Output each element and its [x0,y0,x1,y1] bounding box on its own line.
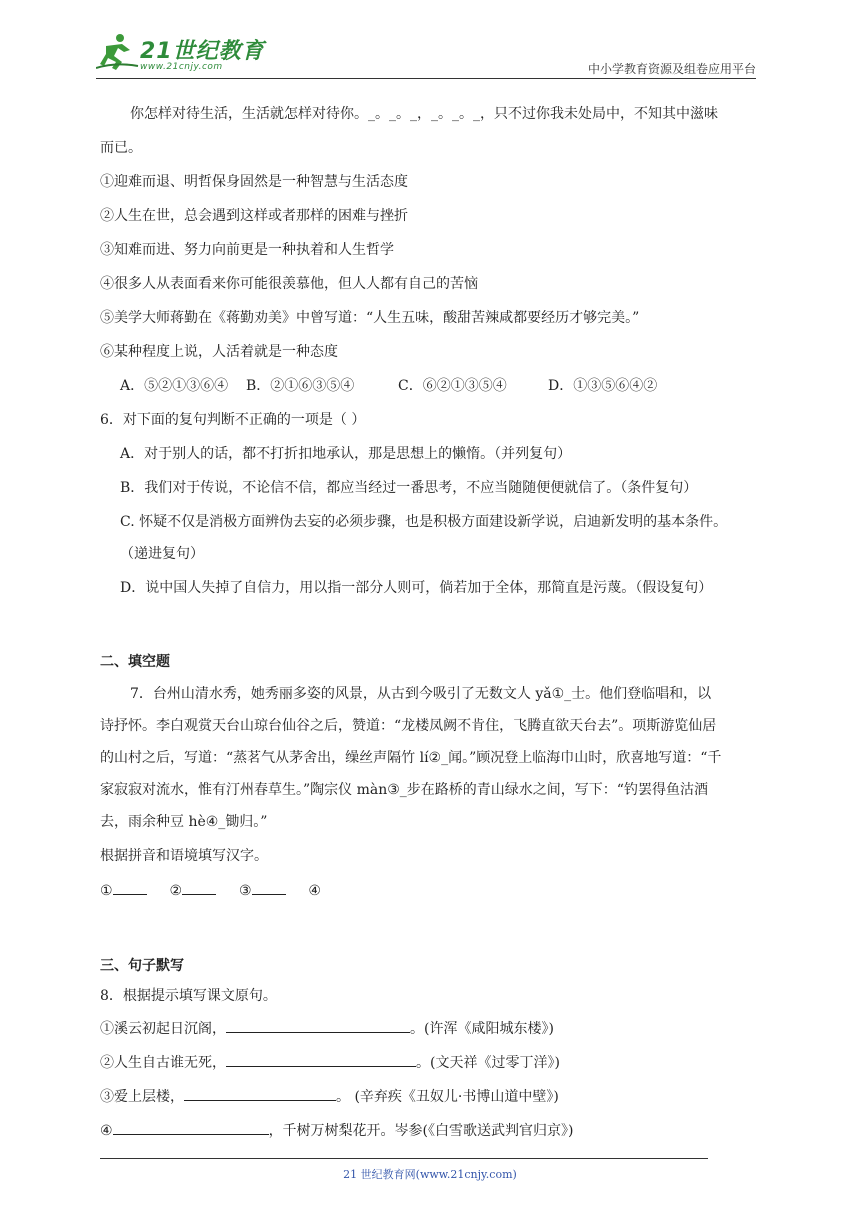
logo-url: www.21cnjy.com [140,62,223,72]
recite-line: ④ ，千树万树梨花开。岑参(《白雪歌送武判官归京》) [100,1120,574,1141]
section-title: 二、填空题 [100,654,170,670]
logo [96,32,266,78]
q6-option-c-tail: （递进复句） [120,546,204,562]
q5-item: ①迎难而退、明哲保身固然是一种智慧与生活态度 [100,174,408,190]
q7-line: 的山村之后，写道：“蒸茗气从茅舍出，缲丝声隔竹 lí②_闻。”顾况登上临海巾山时，欣喜地写道：“千 [100,750,722,766]
recite-blank[interactable] [113,1120,269,1135]
answer-label: ② [169,883,183,899]
q8-stem: 8．根据提示填写课文原句。 [100,988,277,1004]
q7-line: 去，雨余种豆 hè④_锄归。” [100,814,268,830]
footer-divider [100,1158,708,1159]
answer-label: ④ [308,883,321,899]
q6-option-a: A．对于别人的话，都不打折扣地承认，那是思想上的懒惰。（并列复句） [120,446,572,462]
answer-blank[interactable] [182,880,216,895]
q5-item: ⑥某种程度上说，人活着就是一种态度 [100,344,338,360]
q5-item: ⑤美学大师蒋勤在《蒋勤劝美》中曾写道：“人生五味，酸甜苦辣咸都要经历才够完美。” [100,310,640,326]
recite-line: ②人生自古谁无死， 。(文天祥《过零丁洋》) [100,1052,560,1073]
q7-line: 诗抒怀。李白观赏天台山琼台仙谷之后，赞道：“龙楼凤阙不肯住，飞腾直欲天台去”。项斯游览仙居 [100,718,717,734]
q5-option-a: A．⑤②①③⑥④ [120,378,229,394]
answer-label: ① [100,883,113,899]
answer-blank[interactable] [252,880,286,895]
q5-option-d: D．①③⑤⑥④② [548,378,658,394]
platform-name: 中小学教育资源及组卷应用平台 [587,62,756,76]
page-header [0,0,860,80]
q7-answers [100,880,321,901]
q7-line: 家寂寂对流水，惟有汀州春草生。”陶宗仪 màn③_步在路桥的青山绿水之间，写下：“钓罢得鱼沽酒 [100,782,708,798]
recite-blank[interactable] [226,1052,416,1067]
answer-label: ③ [238,883,252,899]
header-divider [96,78,756,79]
recite-blank[interactable] [226,1018,410,1033]
q5-option-c: C．⑥②①③⑤④ [398,378,507,394]
q5-option-b: B．②①⑥③⑤④ [246,378,355,394]
recite-blank[interactable] [184,1086,336,1101]
q7-instruction: 根据拼音和语境填写汉字。 [100,848,268,864]
recite-line: ③爱上层楼， 。 (辛弃疾《丑奴儿·书博山道中壁》) [100,1086,559,1107]
recite-line: ①溪云初起日沉阁， 。(许浑《咸阳城东楼》) [100,1018,554,1039]
q5-item: ④很多人从表面看来你可能很羡慕他，但人人都有自己的苦恼 [100,276,478,292]
q5-stem-line1: 你怎样对待生活，生活就怎样对待你。_。_。_，_。_。_，只不过你我未处局中，不知其中滋味 [130,106,718,122]
q6-option-b: B．我们对于传说，不论信不信，都应当经过一番思考，不应当随随便便就信了。（条件复句） [120,480,698,496]
q5-item: ③知难而进、努力向前更是一种执着和人生哲学 [100,242,394,258]
q6-option-d: D．说中国人失掉了自信力，用以指一部分人则可，倘若加于全体，那简直是污蔑。（假设复句） [120,580,713,596]
q6-stem: 6．对下面的复句判断不正确的一项是（ ） [100,412,366,428]
q5-stem-line2: 而已。 [100,140,142,156]
answer-blank[interactable] [113,880,147,895]
q7-line: 7．台州山清水秀，她秀丽多姿的风景，从古到今吸引了无数文人 yǎ①_士。他们登临唱和，以 [130,686,712,702]
logo-text: 21世纪教育 [140,39,265,64]
q5-item: ②人生在世，总会遇到这样或者那样的困难与挫折 [100,208,408,224]
section-title: 三、句子默写 [100,958,184,974]
q6-option-c: C. 怀疑不仅是消极方面辨伪去妄的必须步骤，也是积极方面建设新学说，启迪新发明的基本条件。 [120,514,728,530]
footer-text: 21 世纪教育网(www.21cnjy.com) [343,1168,517,1181]
runner-logo-icon [96,32,140,72]
